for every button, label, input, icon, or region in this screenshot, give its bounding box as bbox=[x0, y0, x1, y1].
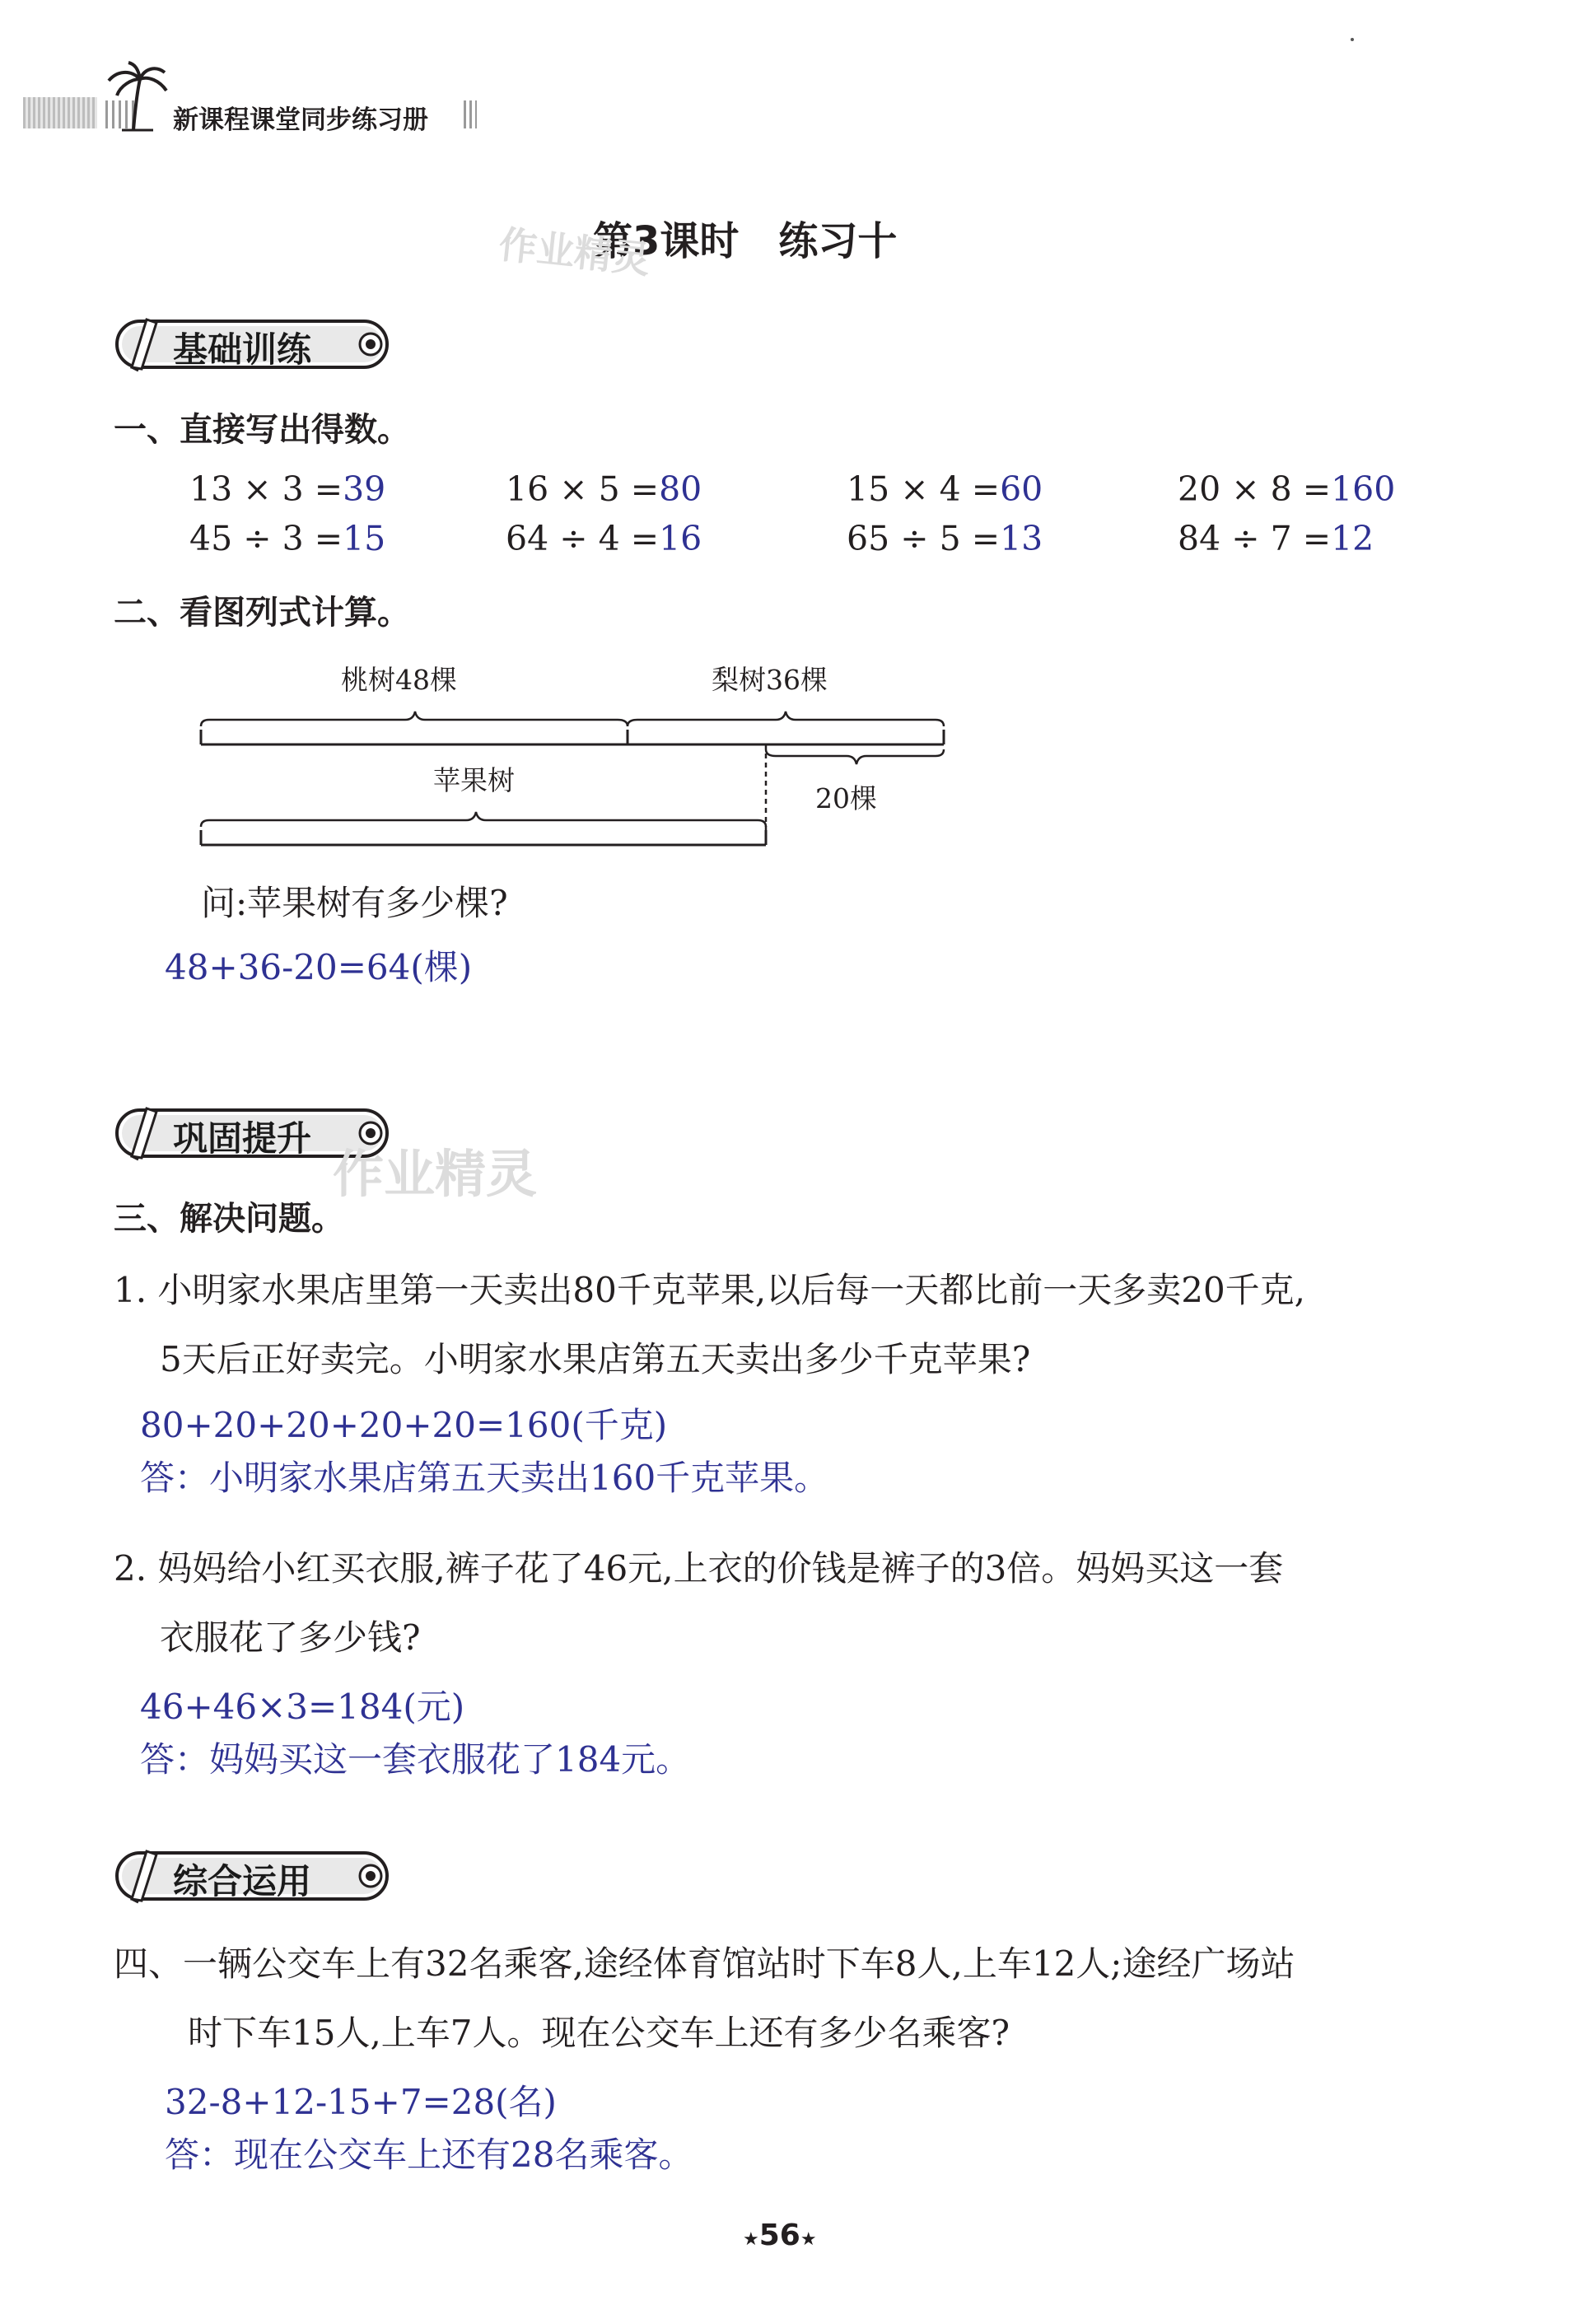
calc-item: 84 ÷ 7 =12 bbox=[1178, 519, 1374, 558]
section2-title: 二、看图列式计算。 bbox=[114, 594, 410, 632]
problem2-calc: 46+46×3=184(元) bbox=[140, 1687, 465, 1727]
calc-item: 16 × 5 =80 bbox=[506, 469, 702, 509]
problem1-reply: 答：小明家水果店第五天卖出160千克苹果。 bbox=[140, 1458, 829, 1498]
line-segment-diagram bbox=[189, 692, 955, 856]
palm-tree-icon bbox=[97, 61, 171, 132]
section4-line2: 时下车15人,上车7人。现在公交车上还有多少名乘客? bbox=[188, 2013, 1010, 2053]
calc-item: 45 ÷ 3 =15 bbox=[189, 519, 386, 558]
series-title: 新课程课堂同步练习册 bbox=[173, 105, 428, 135]
problem1-line2: 5天后正好卖完。小明家水果店第五天卖出多少千克苹果? bbox=[160, 1339, 1031, 1379]
calc-item: 64 ÷ 4 =16 bbox=[506, 519, 702, 558]
section4-calc: 32-8+12-15+7=28(名) bbox=[165, 2082, 557, 2122]
problem1-line1: 1. 小明家水果店里第一天卖出80千克苹果,以后每一天都比前一天多卖20千克, bbox=[114, 1270, 1306, 1310]
section4-reply: 答：现在公交车上还有28名乘客。 bbox=[165, 2135, 693, 2175]
section2-answer: 48+36-20=64(棵) bbox=[165, 947, 473, 987]
calc-item: 65 ÷ 5 =13 bbox=[847, 519, 1043, 558]
badge-apply-label: 综合运用 bbox=[173, 1861, 312, 1901]
badge-basic-label: 基础训练 bbox=[173, 329, 312, 370]
watermark: 作业精灵 bbox=[497, 222, 653, 282]
pear-label: 梨树36棵 bbox=[712, 664, 828, 696]
problem2-reply: 答：妈妈买这一套衣服花了184元。 bbox=[140, 1739, 691, 1780]
problem1-calc: 80+20+20+20+20=160(千克) bbox=[140, 1405, 668, 1445]
speck bbox=[1351, 38, 1354, 41]
lesson-title: 第3课时 练习十 bbox=[593, 218, 898, 264]
section4-line1: 四、一辆公交车上有32名乘客,途经体育馆站时下车8人,上车12人;途经广场站 bbox=[114, 1943, 1295, 1984]
badge-consolidate-label: 巩固提升 bbox=[173, 1118, 312, 1159]
section2-question: 问:苹果树有多少棵? bbox=[201, 883, 508, 923]
header-decor-band bbox=[23, 97, 97, 128]
calc-item: 13 × 3 =39 bbox=[189, 469, 386, 509]
problem2-line2: 衣服花了多少钱? bbox=[160, 1617, 421, 1658]
calc-item: 20 × 8 =160 bbox=[1178, 469, 1396, 509]
section3-title: 三、解决问题。 bbox=[114, 1200, 344, 1238]
problem2-line1: 2. 妈妈给小红买衣服,裤子花了46元,上衣的价钱是裤子的3倍。妈妈买这一套 bbox=[114, 1548, 1284, 1589]
calc-item: 15 × 4 =60 bbox=[847, 469, 1043, 509]
watermark-2: 作业精灵 bbox=[333, 1144, 538, 1204]
diff-label: 20棵 bbox=[815, 782, 877, 814]
header-decor-bars-right bbox=[464, 100, 477, 128]
apple-label: 苹果树 bbox=[433, 764, 515, 796]
peach-label: 桃树48棵 bbox=[341, 664, 457, 696]
page-number: ★56★ bbox=[743, 2219, 817, 2252]
section1-title: 一、直接写出得数。 bbox=[114, 411, 410, 449]
star-icon: ★ bbox=[743, 2229, 759, 2250]
star-icon: ★ bbox=[800, 2229, 817, 2250]
